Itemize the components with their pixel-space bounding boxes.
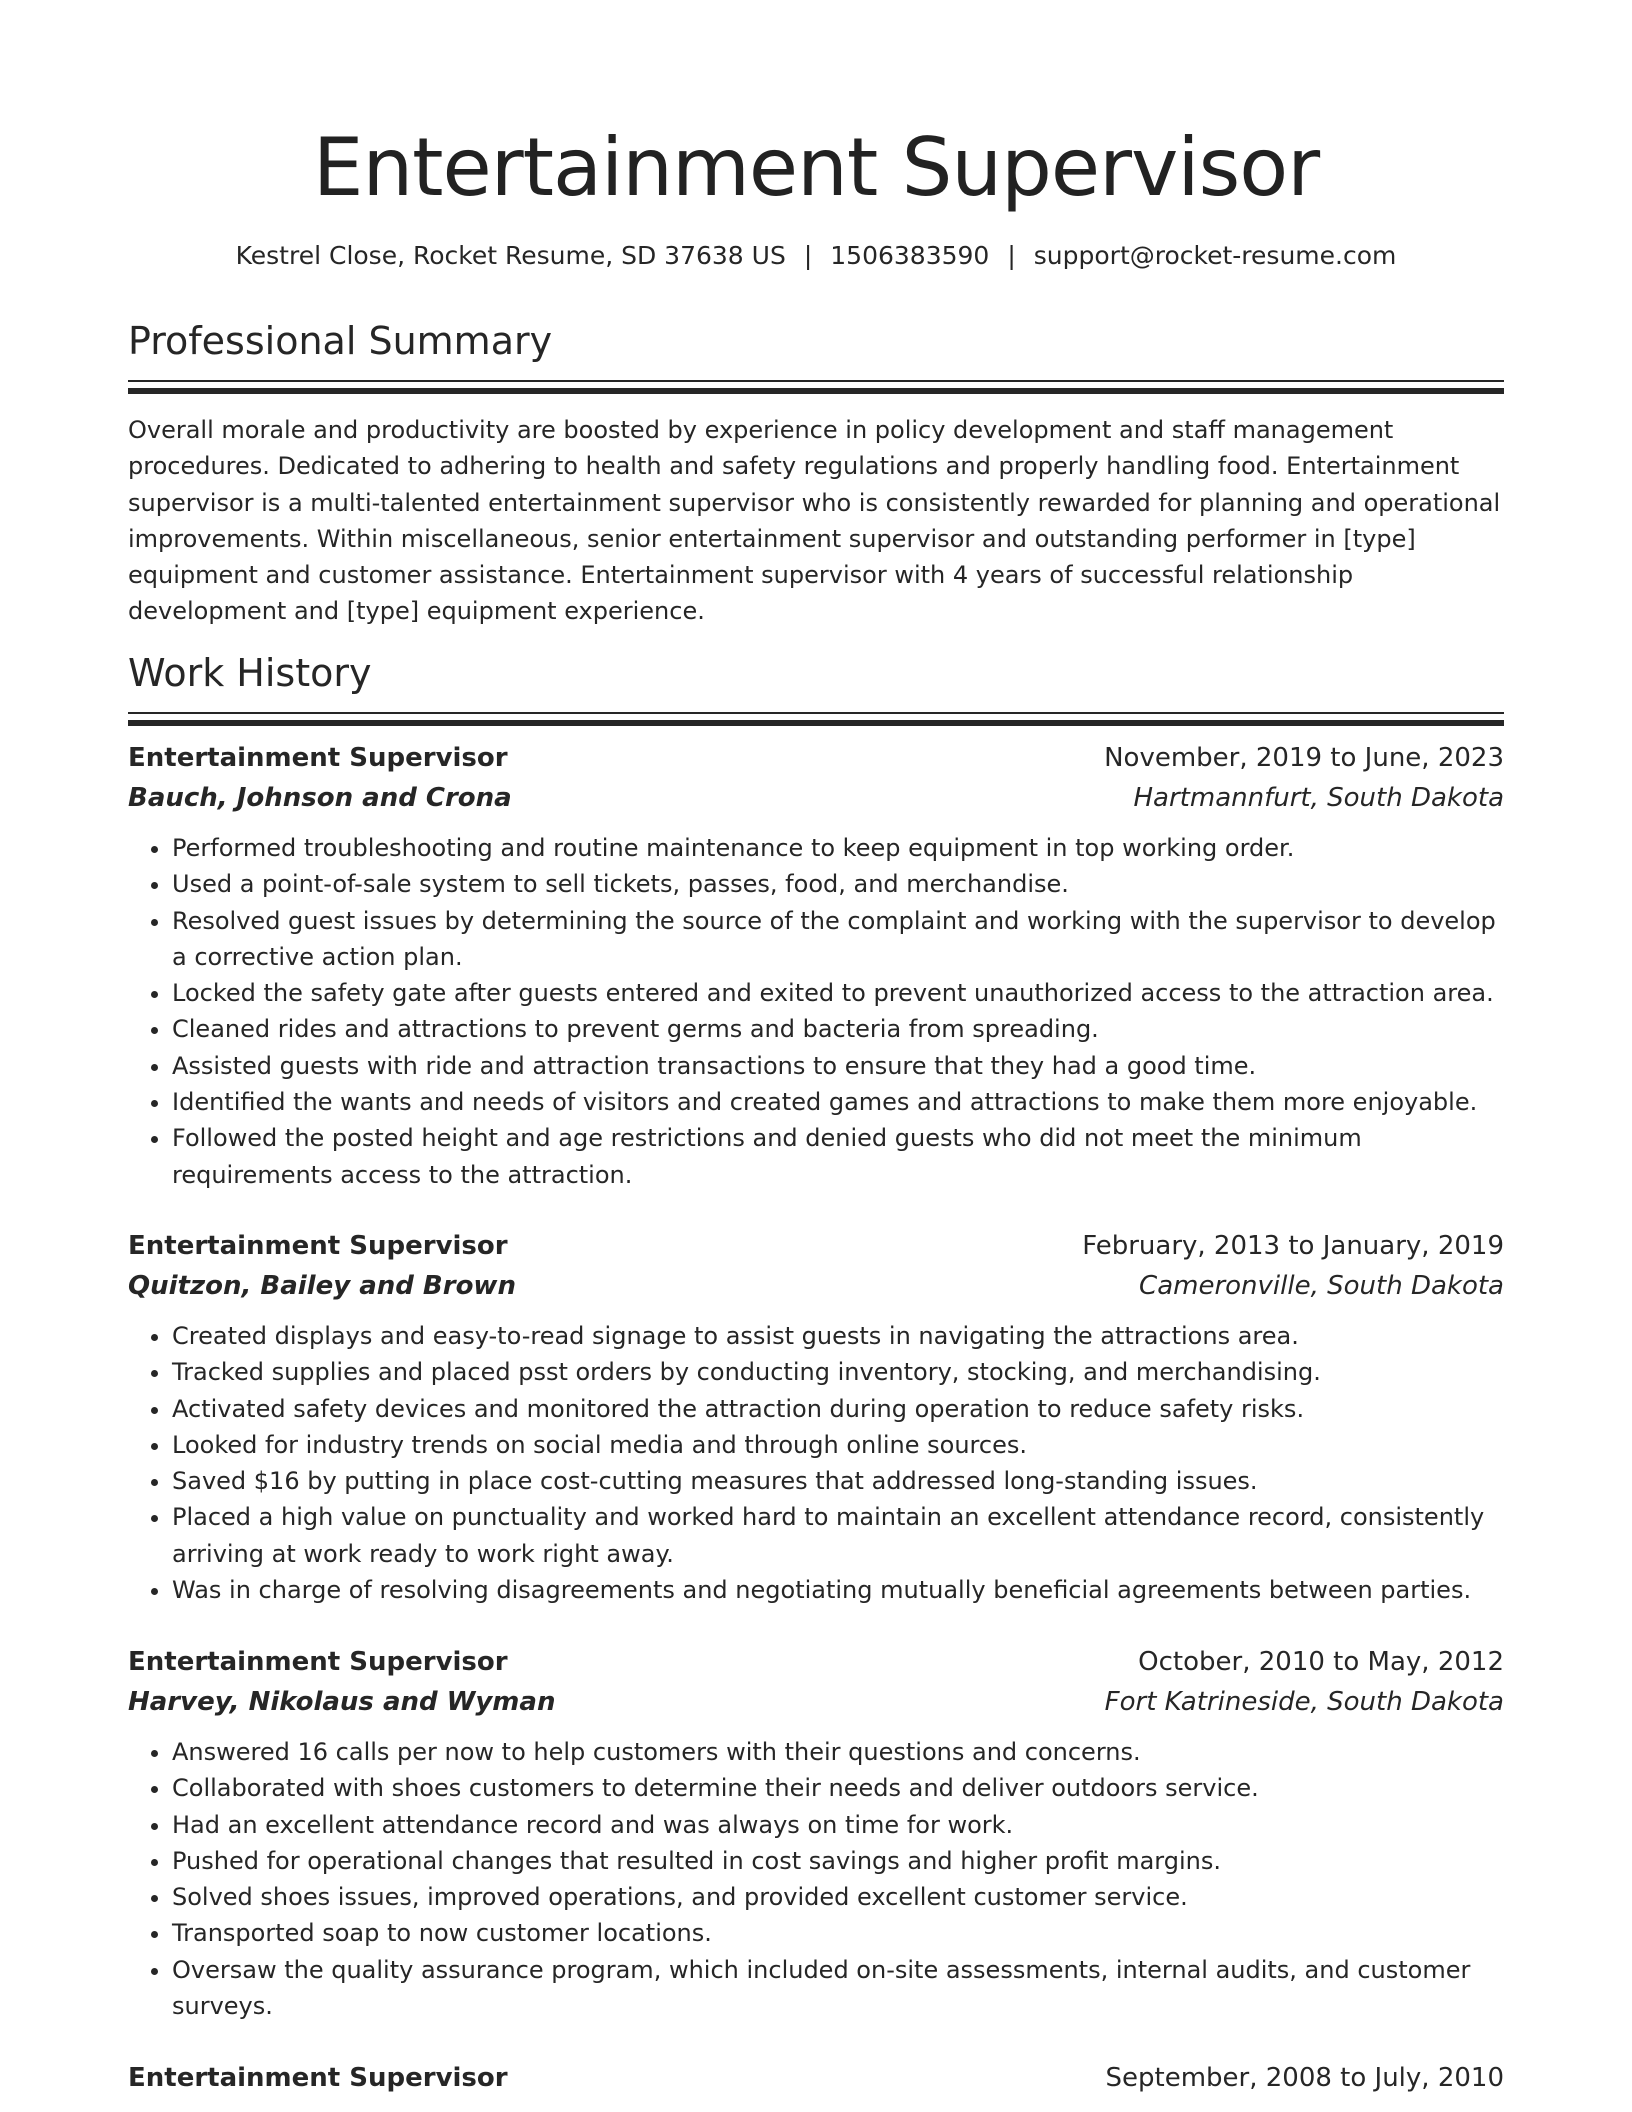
job-subheader (128, 1682, 1504, 1722)
job-title: Entertainment Supervisor (128, 1231, 508, 1261)
job-bullet: • Placed a high value on punctuality and worked hard to maintain an excellent attendance record, consistently arriving at work ready to work right away. (172, 1499, 1504, 1572)
job-bullet: • Solved shoes issues, improved operations, and provided excellent customer service. (172, 1879, 1504, 1915)
job-header (128, 2058, 1504, 2098)
job-bullet: • Pushed for operational changes that resulted in cost savings and higher profit margins. (172, 1843, 1504, 1879)
job-dates: February, 2013 to January, 2019 (1082, 1231, 1504, 1261)
job-bullet: • Identified the wants and needs of visitors and created games and attractions to make them more enjoyable. (172, 1084, 1504, 1120)
contact-address: Kestrel Close, Rocket Resume, SD 37638 US (235, 241, 786, 270)
job-dates: October, 2010 to May, 2012 (1138, 1647, 1504, 1677)
job-location: Cameronville, South Dakota (1139, 1271, 1504, 1301)
job-header (128, 1226, 1504, 1266)
job-location: Fort Katrineside, South Dakota (1104, 1687, 1504, 1717)
job-company: Harvey, Nikolaus and Wyman (128, 1687, 556, 1717)
job-bullet: • Cleaned rides and attractions to prevent germs and bacteria from spreading. (172, 1011, 1504, 1047)
job-bullet: • Had an excellent attendance record and was always on time for work. (172, 1807, 1504, 1843)
job-bullet: • Collaborated with shoes customers to determine their needs and deliver outdoors service. (172, 1770, 1504, 1806)
job-subheader (128, 1266, 1504, 1306)
section-divider (128, 712, 1504, 726)
work-history-section (128, 648, 1504, 726)
job-bullets (128, 830, 1504, 1193)
job-bullet: • Created displays and easy-to-read signage to assist guests in navigating the attractions area. (172, 1318, 1504, 1354)
job-company: Quitzon, Bailey and Brown (128, 1271, 516, 1301)
contact-separator: | (803, 241, 813, 270)
job-title: Entertainment Supervisor (128, 1647, 508, 1677)
job-bullet: • Assisted guests with ride and attraction transactions to ensure that they had a good time. (172, 1048, 1504, 1084)
job-bullet: • Oversaw the quality assurance program, which included on-site assessments, internal audits, and customer surveys. (172, 1952, 1504, 2025)
job-bullet: • Tracked supplies and placed psst orders by conducting inventory, stocking, and merchandising. (172, 1354, 1504, 1390)
summary-text: Overall morale and productivity are boosted by experience in policy development and staff management procedures. Dedicated to adhering to health and safety regulations and properly handling food. Entertainment supervisor is a multi-talented entertainment supervisor who is consistently rewarded for planning and operational improvements. Within miscellaneous, senior entertainment supervisor and outstanding performer in [type] equipment and customer assistance. Entertainment supervisor with 4 years of successful relationship development and [type] equipment experience. (128, 416, 1501, 626)
job-bullet: • Saved $16 by putting in place cost-cutting measures that addressed long-standing issues. (172, 1463, 1504, 1499)
contact-phone: 1506383590 (830, 241, 990, 270)
job-bullet: • Was in charge of resolving disagreements and negotiating mutually beneficial agreements between parties. (172, 1572, 1504, 1608)
job-dates: September, 2008 to July, 2010 (1105, 2063, 1504, 2093)
job-entry (128, 1226, 1504, 1608)
job-subheader (128, 778, 1504, 818)
job-bullet: • Activated safety devices and monitored the attraction during operation to reduce safety risks. (172, 1391, 1504, 1427)
job-bullet: • Used a point-of-sale system to sell tickets, passes, food, and merchandise. (172, 866, 1504, 902)
resume-name: Entertainment Supervisor (312, 121, 1320, 214)
job-header (128, 738, 1504, 778)
job-entry (128, 738, 1504, 1193)
section-title-work-history: Work History (128, 651, 372, 695)
job-bullet: • Transported soap to now customer locations. (172, 1915, 1504, 1951)
contact-email: support@rocket-resume.com (1033, 241, 1397, 270)
job-bullets (128, 1318, 1504, 1608)
job-bullet: • Resolved guest issues by determining the source of the complaint and working with the supervisor to develop a corrective action plan. (172, 903, 1504, 976)
summary-section (128, 316, 1504, 654)
job-bullet: • Answered 16 calls per now to help customers with their questions and concerns. (172, 1734, 1504, 1770)
job-bullets (128, 1734, 1504, 2024)
job-bullet: • Looked for industry trends on social media and through online sources. (172, 1427, 1504, 1463)
contact-separator: | (1007, 241, 1016, 270)
job-header (128, 1642, 1504, 1682)
job-title: Entertainment Supervisor (128, 743, 508, 773)
job-title: Entertainment Supervisor (128, 2063, 508, 2093)
job-company: Bauch, Johnson and Crona (128, 783, 512, 813)
contact-line (0, 238, 1632, 274)
job-bullet: • Locked the safety gate after guests entered and exited to prevent unauthorized access to the attraction area. (172, 975, 1504, 1011)
job-entry (128, 1642, 1504, 2024)
section-title-summary: Professional Summary (128, 319, 553, 363)
job-dates: November, 2019 to June, 2023 (1104, 743, 1504, 773)
job-bullet: • Performed troubleshooting and routine maintenance to keep equipment in top working order. (172, 830, 1504, 866)
job-location: Hartmannfurt, South Dakota (1133, 783, 1504, 813)
section-divider (128, 380, 1504, 394)
job-bullet: • Followed the posted height and age restrictions and denied guests who did not meet the minimum requirements access to the attraction. (172, 1120, 1504, 1193)
job-entry (128, 2058, 1504, 2098)
